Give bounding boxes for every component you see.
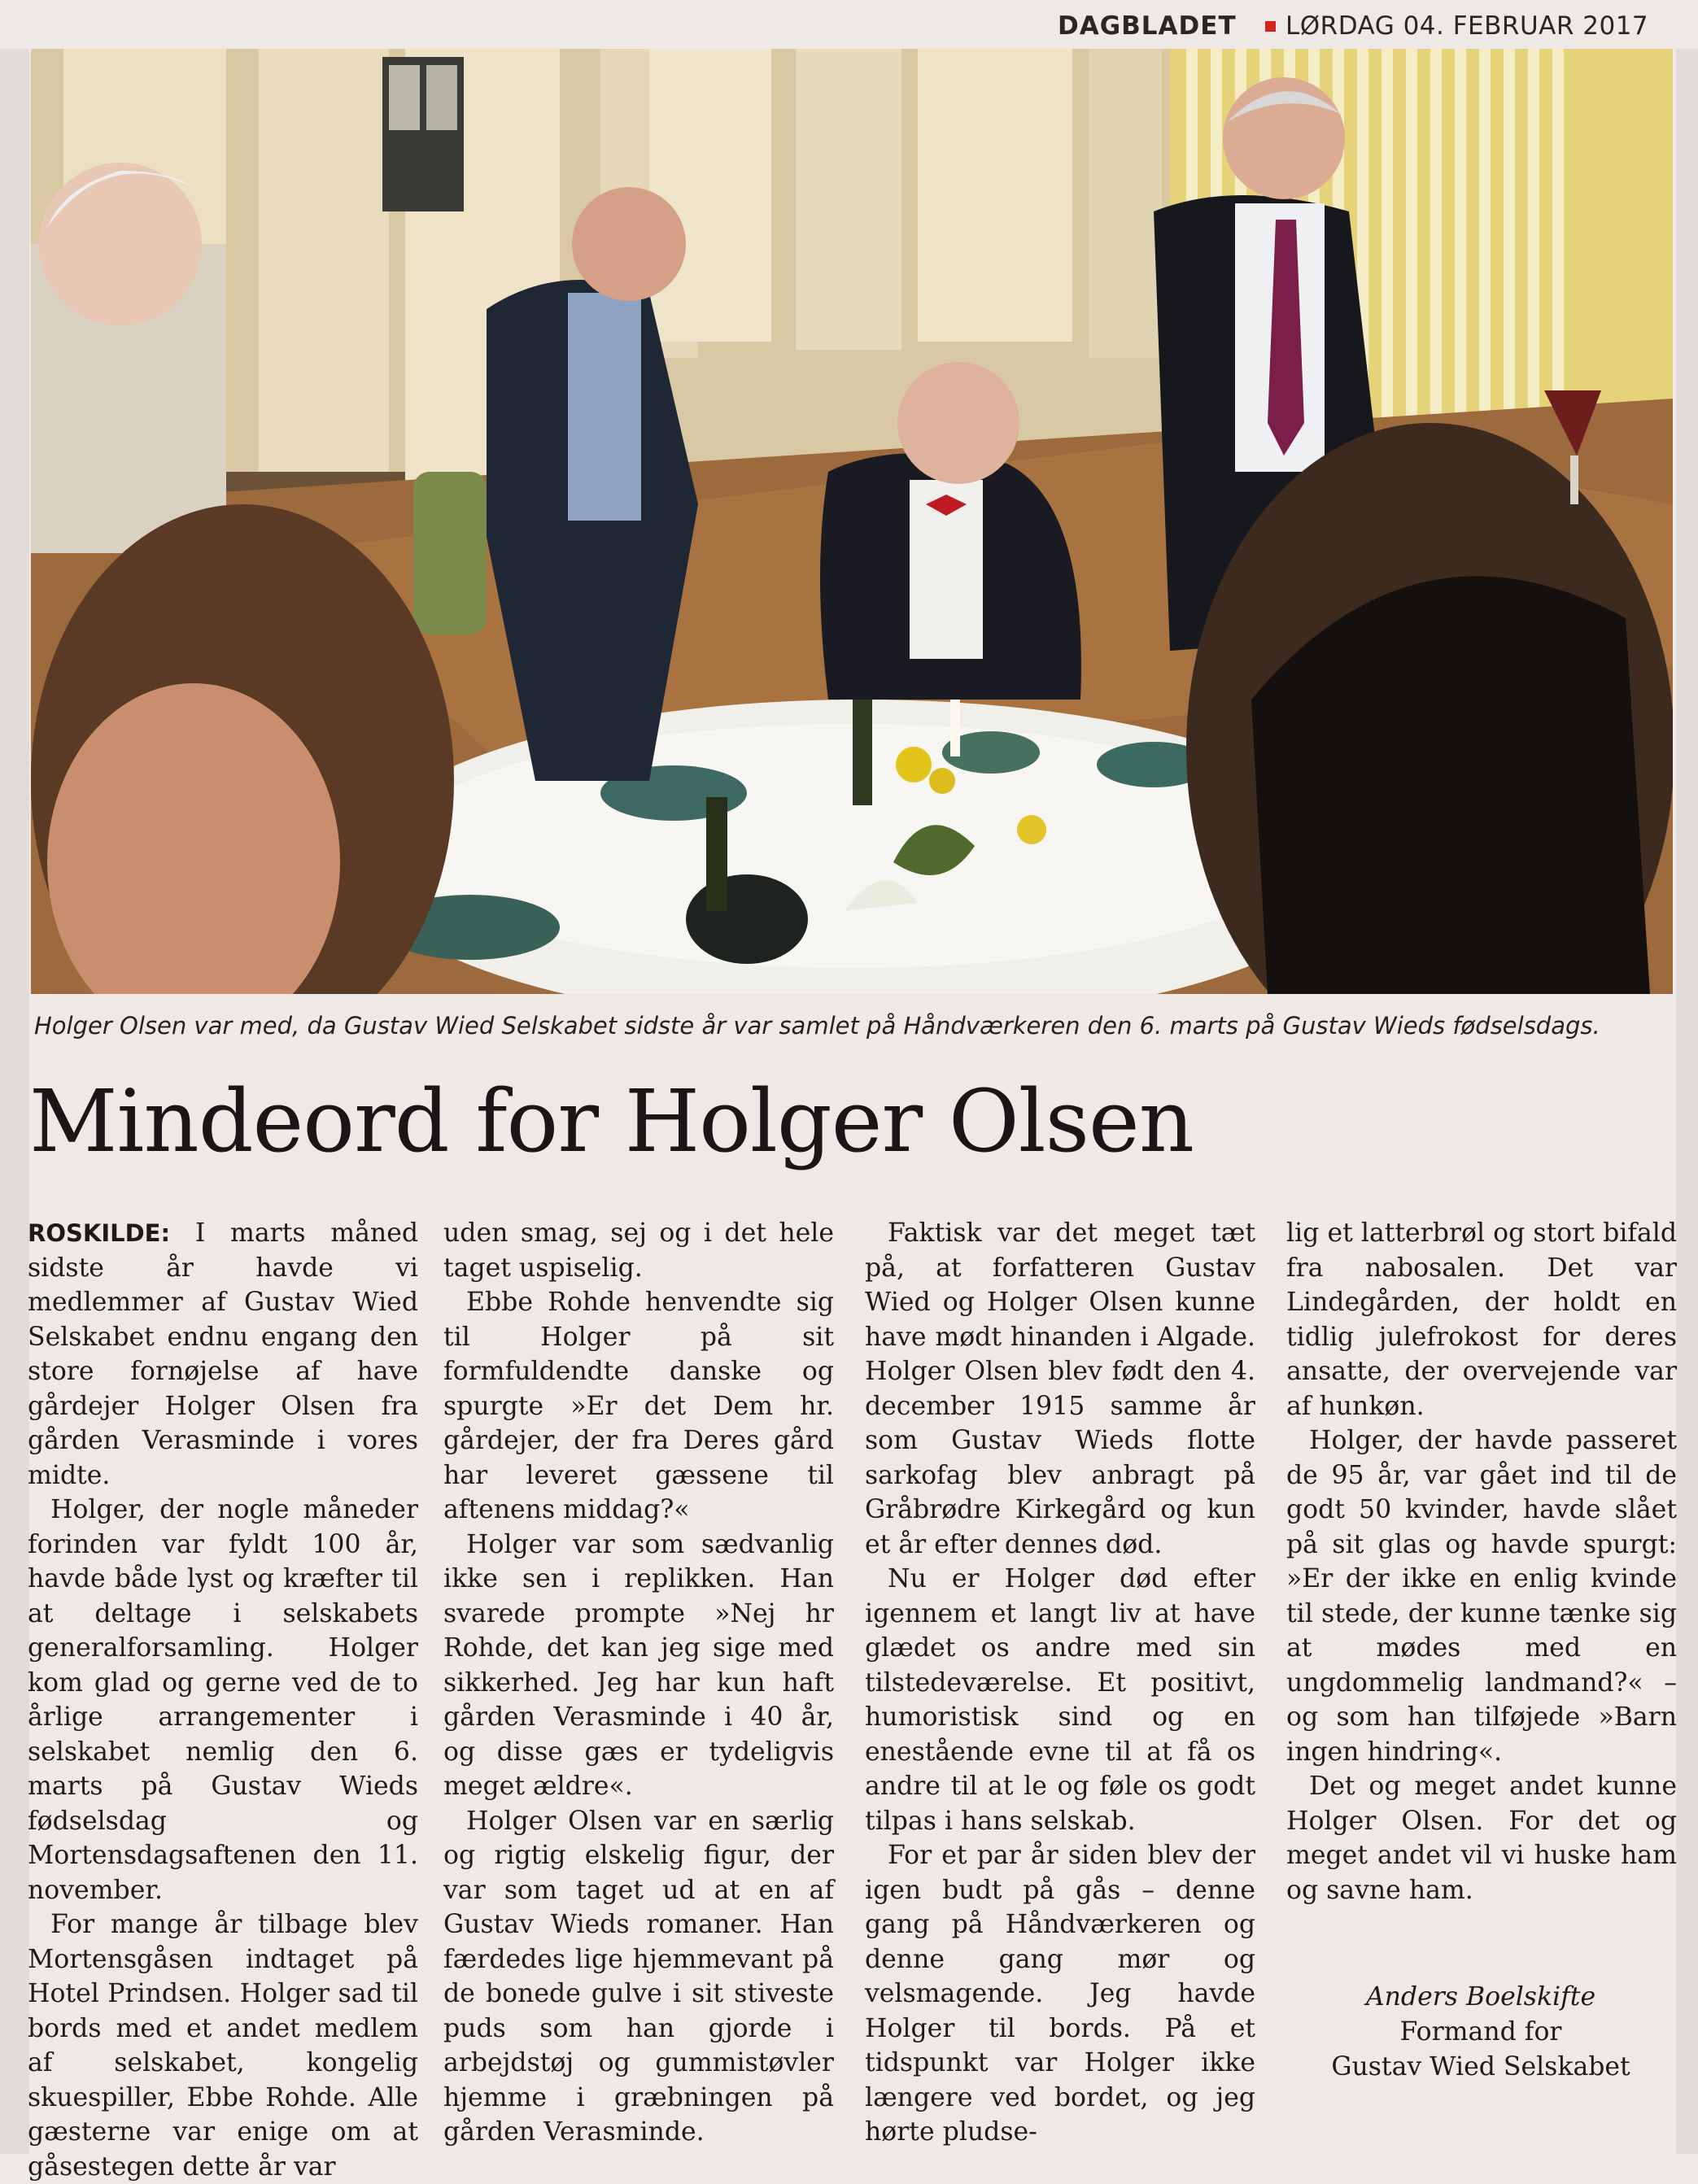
lead-paragraph [28, 1216, 418, 1493]
paragraph: Ebbe Rohde henvendte sig til Holger på sit formfuldendte danske og spurgte »Er det Dem hr. gårdejer, der fra Deres gård har leveret gæssene til aftenens middag?« [443, 1288, 834, 1524]
article-photo [31, 49, 1673, 994]
article-column-4 [1286, 1216, 1677, 1907]
article-column-3 [865, 1216, 1255, 2150]
author-name: Anders Boelskifte [1365, 1982, 1596, 2012]
paragraph: uden smag, sej og i det hele taget uspiselig. [443, 1218, 834, 1283]
dateline: ROSKILDE: [28, 1219, 171, 1247]
article-column-2 [443, 1216, 834, 2150]
paragraph: Nu er Holger død efter igennem et langt liv at have glædet os andre med sin tilstedeværelse. Et positivt, humoristisk sind og en enestående evne til at få os andre til at le og føle os godt tilpas i hans selskab. [865, 1564, 1255, 1836]
masthead-separator-square [1265, 21, 1276, 32]
page-masthead [1050, 5, 1676, 44]
paragraph: Holger, der havde passeret de 95 år, var gået ind til de godt 50 kvinder, havde slået på sit glas og havde spurgt: »Er der ikke en enlig kvinde til stede, der kunne tænke sig at mødes med en ungdommelig landmand?« – og som han tilføjede »Barn ingen hindring«. [1286, 1426, 1677, 1767]
article-column-1 [28, 1216, 418, 2184]
newspaper-name: DAGBLADET [1058, 11, 1237, 41]
paragraph: Holger Olsen var en særlig og rigtig elskelig figur, der var som taget ud at en af Gustav Wieds romaner. Han færdedes lige hjemmevant på de bonede gulve i sit stiveste puds som han gjorde i arbejdstøj og gummistøvler hjemme i græbningen på gården Verasminde. [443, 1806, 834, 2147]
author-signature [1286, 1980, 1676, 2085]
paragraph: Faktisk var det meget tæt på, at forfatteren Gustav Wied og Holger Olsen kunne have mødt hinanden i Algade. Holger Olsen blev født den 4. december 1915 samme år som Gustav Wieds flotte sarkofag blev anbragt på Gråbrødre Kirkegård og kun et år efter dennes død. [865, 1218, 1255, 1559]
paragraph: For et par år siden blev der igen budt på gås – denne gang på Håndværkeren og denne gang mør og velsmagende. Jeg havde Holger til bords. På et tidspunkt var Holger ikke længere ved bordet, og jeg hørte pludse- [865, 1841, 1255, 2147]
paragraph: Holger, der nogle måneder forinden var fyldt 100 år, havde både lyst og kræfter til at deltage i selskabets generalforsamling. Holger kom glad og gerne ved de to årlige arrangementer i selskabet nemlig den 6. marts på Gustav Wieds fødselsdag og Mortensdagsaftenen den 11. november. [28, 1495, 418, 1905]
adjacent-page-edge [0, 49, 29, 2154]
author-organization: Gustav Wied Selskabet [1331, 2052, 1630, 2082]
paragraph: Det og meget andet kunne Holger Olsen. For det og meget andet vil vi huske ham og savne ham. [1286, 1772, 1677, 1905]
photo-caption: Holger Olsen var med, da Gustav Wied Selskabet sidste år var samlet på Håndværkeren den 6. marts på Gustav Wieds fødselsdags. [34, 1012, 1600, 1040]
paragraph-text: I marts måned sidste år havde vi medlemmer af Gustav Wied Selskabet endnu engang den store fornøjelse af have gårdejer Holger Olsen fra gården Verasminde i vores midte. [28, 1218, 418, 1490]
paragraph: For mange år tilbage blev Mortensgåsen indtaget på Hotel Prindsen. Holger sad til bords med et andet medlem af selskabet, kongelig skuespiller, Ebbe Rohde. Alle gæsterne var enige om at gåsestegen dette år var [28, 1910, 418, 2182]
issue-date: LØRDAG 04. FEBRUAR 2017 [1286, 11, 1649, 41]
author-role: Formand for [1399, 2017, 1562, 2047]
article-headline: Mindeord for Holger Olsen [29, 1071, 1194, 1171]
paragraph: Holger var som sædvanlig ikke sen i replikken. Han svarede prompte »Nej hr Rohde, det kan jeg sige med sikkerhed. Jeg har kun haft gården Verasminde i 40 år, og disse gæs er tydeligvis meget ældre«. [443, 1529, 834, 1801]
paragraph: lig et latterbrøl og stort bifald fra nabosalen. Det var Lindegården, der holdt en tidlig julefrokost for deres ansatte, der overvejende var af hunkøn. [1286, 1218, 1677, 1421]
adjacent-page-edge [1676, 49, 1698, 2154]
